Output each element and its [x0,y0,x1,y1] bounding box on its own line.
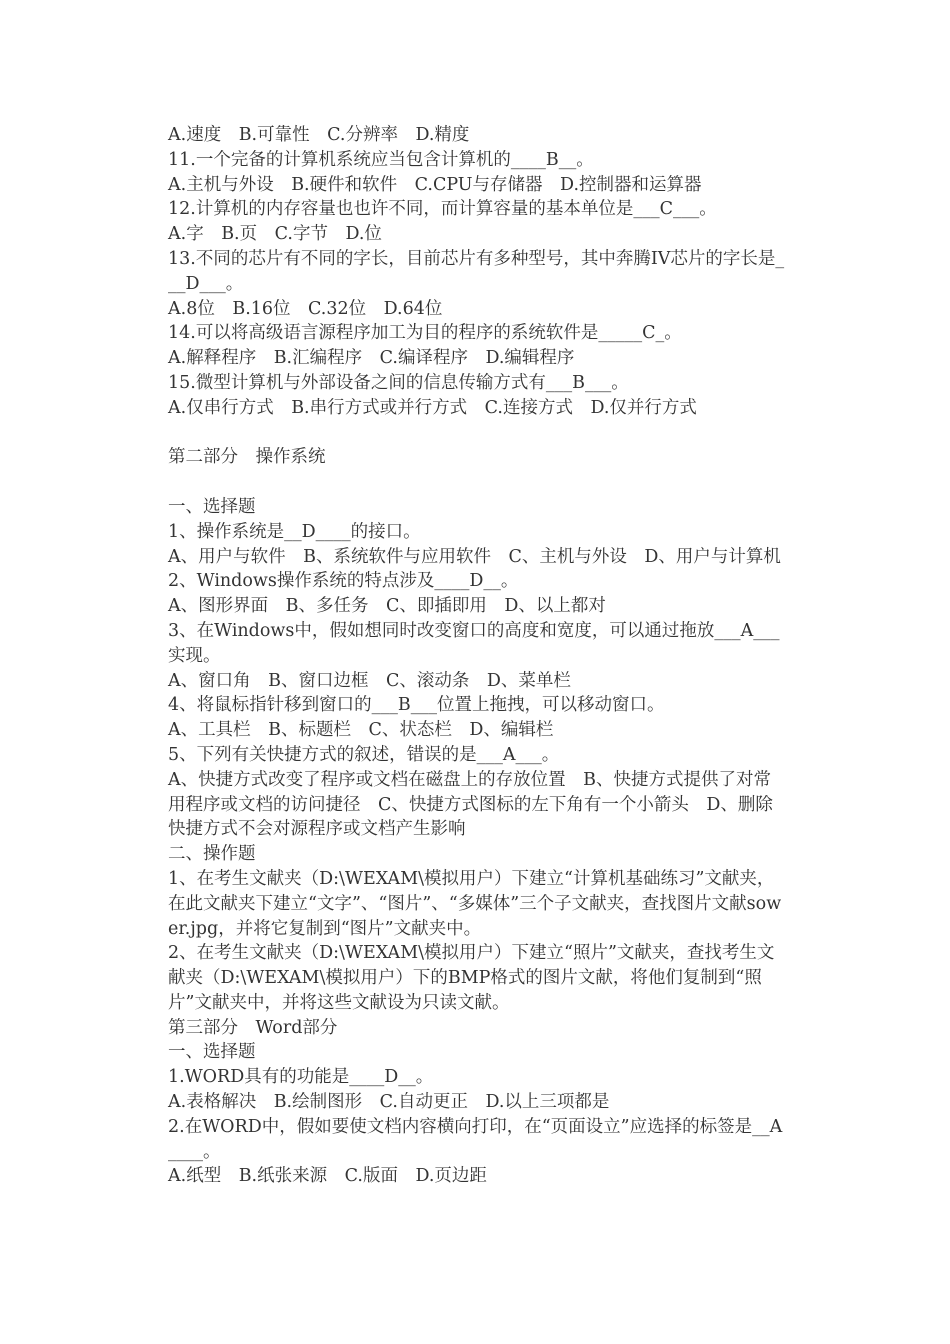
q13-options: A.8位 B.16位 C.32位 D.64位 [168,298,443,319]
word-q2-options: A.纸型 B.纸张来源 C.版面 D.页边距 [168,1166,487,1187]
word-q2-question: 2.在WORD中，假如要使文档内容横向打印，在“页面设立”应选择的标签是__A____。 [168,1116,783,1162]
word-q1-options: A.表格解决 B.绘制图形 C.自动更正 D.以上三项都是 [168,1092,610,1113]
os-q4-question: 4、将鼠标指针移到窗口的___B___位置上拖拽，可以移动窗口。 [168,695,665,716]
section-heading-part3: 第三部分 Word部分 [168,1017,338,1038]
q12-options: A.字 B.页 C.字节 D.位 [168,224,382,245]
os-q2-options: A、图形界面 B、多任务 C、即插即用 D、以上都对 [168,596,606,617]
q12-question: 12.计算机的内存容量也也许不同，而计算容量的基本单位是___C___。 [168,199,717,220]
q11-question: 11.一个完备的计算机系统应当包含计算机的____B__。 [168,149,594,170]
op-task-1: 1、在考生文献夹（D:\WEXAM\模拟用户）下建立“计算机基础练习”文献夹，在此文献夹下建立“文字”、“图片”、“多媒体”三个子文献夹，查找图片文献sower.jpg，并将它复制到“图片”文献夹中。 [168,868,782,939]
section-heading-part2: 第二部分 操作系统 [168,447,326,468]
os-q1-question: 1、操作系统是__D____的接口。 [168,521,421,542]
q10-options: A.速度 B.可靠性 C.分辨率 D.精度 [168,125,470,145]
subsection-heading-operation: 二、操作题 [168,844,256,865]
q14-question: 14.可以将高级语言源程序加工为目的程序的系统软件是_____C_。 [168,323,682,344]
op-task-2: 2、在考生文献夹（D:\WEXAM\模拟用户）下建立“照片”文献夹，查找考生文献夹（D:\WEXAM\模拟用户）下的BMP格式的图片文献，将他们复制到“照片”文献夹中，并将这些文献设为只读文献。 [168,943,775,1013]
q14-options: A.解释程序 B.汇编程序 C.编译程序 D.编辑程序 [168,348,575,369]
word-q1-question: 1.WORD具有的功能是____D__。 [168,1067,434,1088]
os-q3-question: 3、在Windows中，假如想同时改变窗口的高度和宽度，可以通过拖放___A___实现。 [168,620,780,666]
os-q5-options: A、快捷方式改变了程序或文档在磁盘上的存放位置 B、快捷方式提供了对常用程序或文档的访问捷径 C、快捷方式图标的左下角有一个小箭头 D、删除快捷方式不会对源程序或文档产生影响 [168,769,773,840]
blank-line [168,421,788,446]
blank-line [168,470,788,495]
os-q3-options: A、窗口角 B、窗口边框 C、滚动条 D、菜单栏 [168,670,571,691]
os-q2-question: 2、Windows操作系统的特点涉及____D__。 [168,571,519,592]
q15-question: 15.微型计算机与外部设备之间的信息传输方式有___B___。 [168,372,629,393]
subsection-heading-choice: 一、选择题 [168,496,256,517]
document-body [168,123,788,1189]
q11-options: A.主机与外设 B.硬件和软件 C.CPU与存储器 D.控制器和运算器 [168,174,702,195]
subsection-heading-choice-word: 一、选择题 [168,1042,256,1063]
os-q5-question: 5、下列有关快捷方式的叙述，错误的是___A___。 [168,744,560,765]
q15-options: A.仅串行方式 B.串行方式或并行方式 C.连接方式 D.仅并行方式 [168,397,697,418]
os-q1-options: A、用户与软件 B、系统软件与应用软件 C、主机与外设 D、用户与计算机 [168,546,781,567]
q13-question: 13.不同的芯片有不同的字长，目前芯片有多种型号，其中奔腾IV芯片的字长是___D___。 [168,248,785,294]
os-q4-options: A、工具栏 B、标题栏 C、状态栏 D、编辑栏 [168,720,554,741]
